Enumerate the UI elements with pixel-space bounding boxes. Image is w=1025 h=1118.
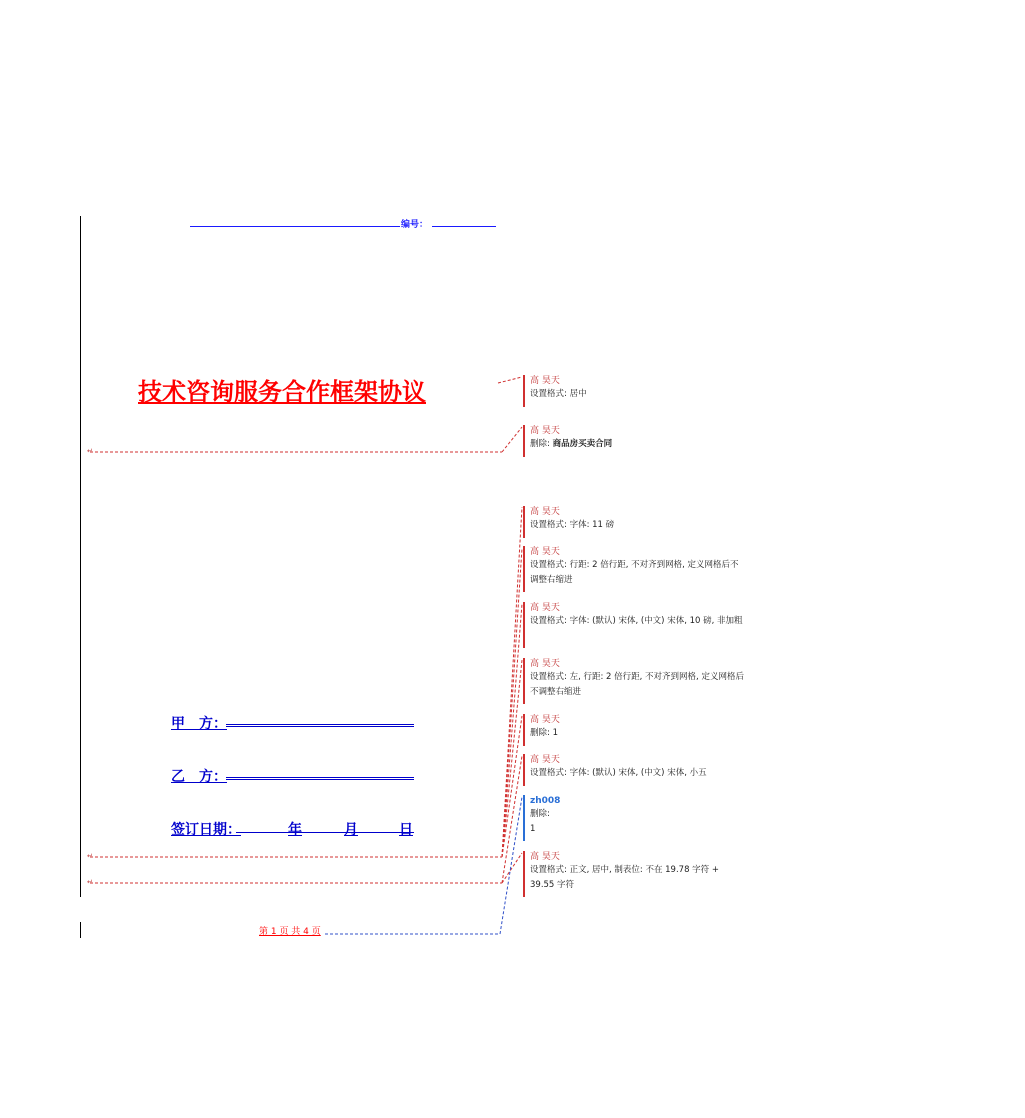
- revision-comment[interactable]: [523, 754, 745, 786]
- document-number-label: 编号：: [401, 220, 429, 230]
- revision-comment[interactable]: [523, 714, 745, 746]
- revision-comment[interactable]: [523, 851, 745, 897]
- comment-text: 设置格式: 字体: (默认) 宋体, (中文) 宋体, 10 磅, 非加粗: [530, 616, 743, 626]
- revision-anchor-marker: ↵: [87, 447, 93, 455]
- comment-author: 高 昊天: [530, 659, 560, 669]
- comment-author: 高 昊天: [530, 426, 560, 436]
- comment-text: 设置格式: 行距: 2 倍行距, 不对齐到网格, 定义网格后不调整右缩进: [530, 560, 739, 585]
- comment-author: 高 昊天: [530, 376, 560, 386]
- party-a-label: 甲 方：: [171, 716, 227, 732]
- comment-text: 设置格式: 字体: 11 磅: [530, 520, 615, 530]
- comment-text: 设置格式: 字体: (默认) 宋体, (中文) 宋体, 小五: [530, 768, 707, 778]
- revision-comment[interactable]: [523, 602, 745, 648]
- comment-text: 删除: 商品房买卖合同: [530, 439, 613, 449]
- comment-author: 高 昊天: [530, 603, 560, 613]
- comment-author: 高 昊天: [530, 715, 560, 725]
- comment-text: 设置格式: 左, 行距: 2 倍行距, 不对齐到网格, 定义网格后不调整右缩进: [530, 672, 744, 697]
- comment-author: 高 昊天: [530, 547, 560, 557]
- document-title: 技术咨询服务合作框架协议: [138, 377, 426, 406]
- comment-author: 高 昊天: [530, 852, 560, 862]
- comment-text: 设置格式: 正文, 居中, 制表位: 不在 19.78 字符 + 39.55 字符: [530, 865, 720, 890]
- revision-comment[interactable]: [523, 795, 745, 841]
- revision-comment[interactable]: [523, 506, 745, 538]
- revision-comment[interactable]: [523, 658, 745, 704]
- revision-anchor-marker: ↵: [87, 878, 93, 886]
- comment-author: 高 昊天: [530, 507, 560, 517]
- date-day: 日: [399, 822, 413, 838]
- revision-anchor-marker: ↵: [87, 852, 93, 860]
- date-month: 月: [344, 822, 358, 838]
- comment-text: 删除: 1: [530, 809, 550, 834]
- revision-comment[interactable]: [523, 375, 745, 407]
- revision-comment[interactable]: [523, 546, 745, 592]
- comment-author: 高 昊天: [530, 755, 560, 765]
- comment-text: 删除: 1: [530, 728, 558, 738]
- party-b-label: 乙 方：: [171, 769, 227, 785]
- revision-comment[interactable]: [523, 425, 745, 457]
- date-year: 年: [288, 822, 302, 838]
- comment-author: zh008: [530, 796, 561, 806]
- page-number: 第 1 页 共 4 页: [259, 927, 321, 937]
- comment-text: 设置格式: 居中: [530, 389, 587, 399]
- sign-date-label: 签订日期：: [171, 822, 241, 838]
